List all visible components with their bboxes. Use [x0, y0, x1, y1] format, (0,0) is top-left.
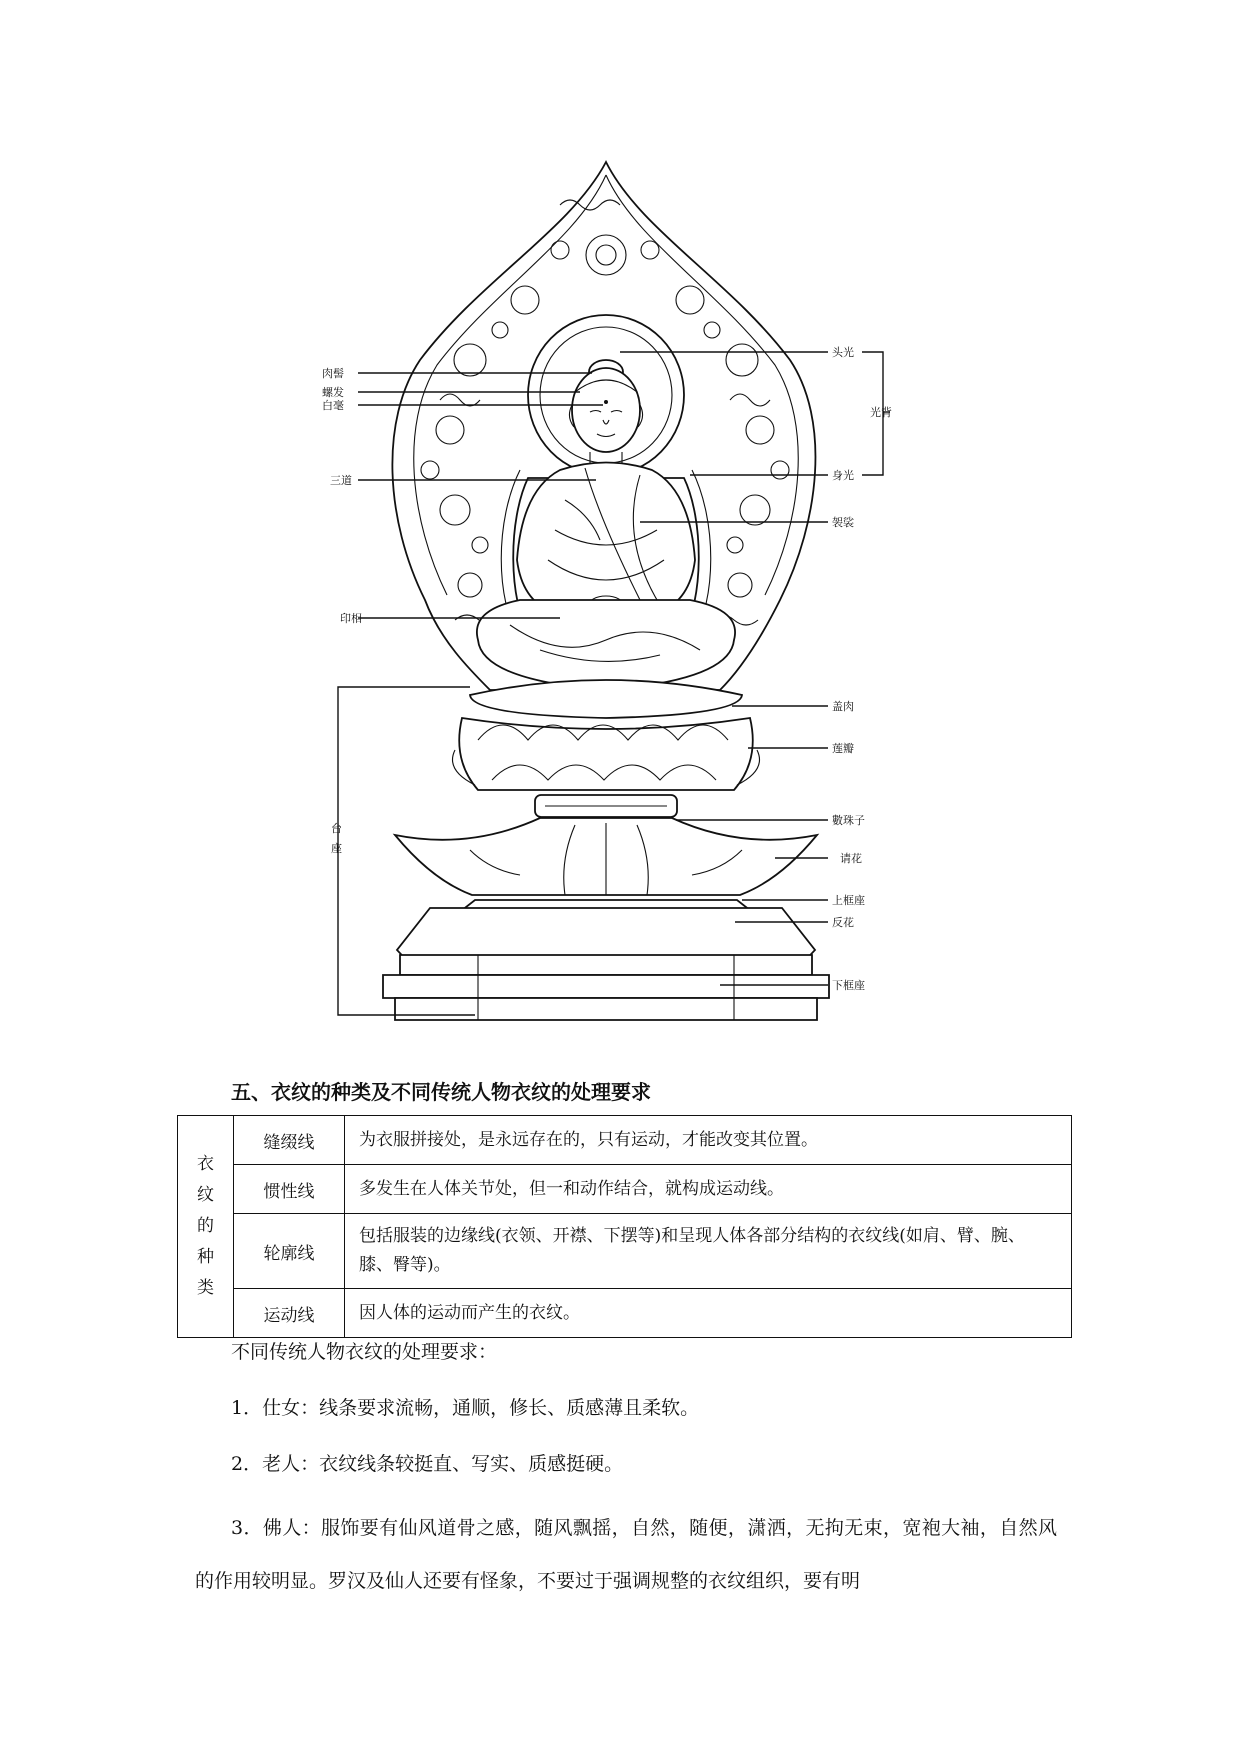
- category-char: 的: [197, 1216, 214, 1236]
- type-name: 轮廓线: [234, 1214, 345, 1289]
- category-char: 种: [197, 1247, 214, 1267]
- label-xiakuangzuo: 下框座: [832, 979, 865, 992]
- type-desc: 因人体的运动而产生的衣纹。: [345, 1289, 1072, 1338]
- fold-types-table: [177, 1115, 1072, 1338]
- type-desc: 包括服装的边缘线(衣领、开襟、下摆等)和呈现人体各部分结构的衣纹线(如肩、臂、腕、膝、臀等)。: [345, 1214, 1072, 1289]
- category-char: 纹: [197, 1185, 214, 1205]
- label-baihao: 白毫: [322, 399, 344, 412]
- category-cell: [178, 1116, 234, 1338]
- label-shuzhuzi: 數珠子: [832, 814, 865, 827]
- label-gairou: 盖肉: [832, 700, 854, 713]
- table-row: [178, 1116, 1072, 1165]
- section-title: 五、衣纹的种类及不同传统人物衣纹的处理要求: [231, 1080, 651, 1104]
- label-jiasha: 袈裟: [832, 516, 854, 529]
- table-row: [178, 1289, 1072, 1338]
- label-guangbei: 光背: [870, 406, 892, 419]
- body-item-1: 1．仕女：线条要求流畅，通顺，修长、质感薄且柔软。: [231, 1397, 700, 1419]
- label-taizuo-2: 座: [331, 842, 342, 855]
- table-row: [178, 1165, 1072, 1214]
- label-fanhua: 反花: [832, 916, 854, 929]
- qinghua-lotus: [395, 818, 817, 895]
- category-char: 衣: [197, 1154, 214, 1174]
- body-item-2: 2．老人：衣纹线条较挺直、写实、质感挺硬。: [231, 1453, 624, 1475]
- label-luofa: 螺发: [322, 386, 344, 399]
- label-lianban: 莲瓣: [832, 742, 854, 755]
- label-taizuo-1: 台: [331, 822, 342, 835]
- type-desc: 多发生在人体关节处，但一和动作结合，就构成运动线。: [345, 1165, 1072, 1214]
- label-shangkuangzuo: 上框座: [832, 894, 865, 907]
- label-rouji: 肉髻: [322, 367, 344, 380]
- label-qinghua: 请花: [840, 852, 862, 865]
- label-yinxiang: 印相: [340, 612, 362, 625]
- type-name: 缝缀线: [234, 1116, 345, 1165]
- lotus-petals: [453, 718, 760, 790]
- body-item-3: 3．佛人：服饰要有仙风道骨之感，随风飘摇，自然，随便，潇洒，无拘无束，宽袍大袖，自然风的作用较明显。罗汉及仙人还要有怪象，不要过于强调规整的衣纹组织，要有明: [195, 1517, 1057, 1592]
- type-name: 惯性线: [234, 1165, 345, 1214]
- table-row: [178, 1214, 1072, 1289]
- label-touguang: 头光: [832, 346, 854, 359]
- body-intro: 不同传统人物衣纹的处理要求：: [231, 1341, 498, 1363]
- type-desc: 为衣服拼接处，是永远存在的，只有运动，才能改变其位置。: [345, 1116, 1072, 1165]
- type-name: 运动线: [234, 1289, 345, 1338]
- label-sandao: 三道: [330, 474, 352, 487]
- label-shenguang: 身光: [832, 469, 854, 482]
- category-char: 类: [197, 1278, 214, 1298]
